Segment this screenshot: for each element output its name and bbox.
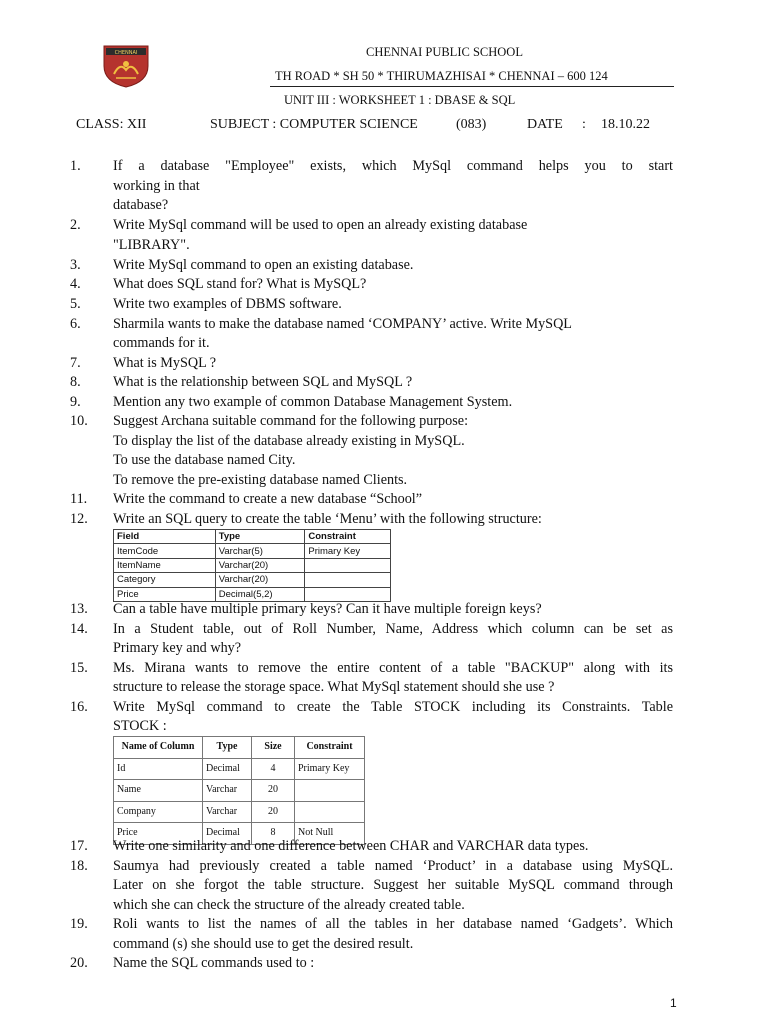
table-header-cell: Field (114, 530, 216, 544)
question-line: commands for it. (113, 335, 210, 351)
question-line: structure to release the storage space. What MySql statement should she use ? (113, 679, 555, 695)
table-header-cell: Name of Column (114, 737, 203, 759)
table-row (114, 780, 365, 802)
table-cell (305, 558, 391, 572)
table-cell: Varchar(20) (215, 558, 305, 572)
table-cell: Price (114, 823, 203, 845)
question-number: 17. (70, 838, 88, 854)
question-line: What does SQL stand for? What is MySQL? (113, 276, 367, 292)
question-number: 8. (70, 374, 81, 390)
question-number: 6. (70, 316, 81, 332)
question-number: 14. (70, 621, 88, 637)
question-number: 16. (70, 699, 88, 715)
question-number: 5. (70, 296, 81, 312)
question-line: Write the command to create a new database “School” (113, 491, 423, 507)
question-line: Mention any two example of common Database Management System. (113, 394, 513, 410)
table-cell: Not Null (295, 823, 365, 845)
table-header-cell: Type (215, 530, 305, 544)
question-number: 9. (70, 394, 81, 410)
table-cell: Varchar(5) (215, 544, 305, 558)
table-row (114, 558, 391, 572)
table-cell: 20 (252, 801, 295, 823)
school-name: CHENNAI PUBLIC SCHOOL (366, 45, 523, 59)
table-cell: 8 (252, 823, 295, 845)
table-cell: 4 (252, 758, 295, 780)
question-line: Write two examples of DBMS software. (113, 296, 342, 312)
page-number: 1 (670, 996, 677, 1010)
question-number: 11. (70, 491, 88, 507)
question-line: In a Student table, out of Roll Number, Name, Address which column can be set as (113, 621, 673, 637)
question-line: Write one similarity and one difference between CHAR and VARCHAR data types. (113, 838, 589, 854)
stock-structure-table (113, 736, 365, 845)
question-number: 19. (70, 916, 88, 932)
table-cell (295, 780, 365, 802)
table-cell (295, 801, 365, 823)
question-line: Write an SQL query to create the table ‘Menu’ with the following structure: (113, 511, 542, 527)
table-cell: Varchar(20) (215, 573, 305, 587)
table-cell (305, 587, 391, 601)
table-row (114, 544, 391, 558)
table-cell: Id (114, 758, 203, 780)
table-cell: 20 (252, 780, 295, 802)
table-cell: Category (114, 573, 216, 587)
question-number: 15. (70, 660, 88, 676)
school-address: TH ROAD * SH 50 * THIRUMAZHISAI * CHENNAI – 600 124 (275, 69, 608, 83)
question-line: Primary key and why? (113, 640, 242, 656)
table-row (114, 573, 391, 587)
table-cell (305, 573, 391, 587)
table-cell: Varchar (203, 801, 252, 823)
table-cell: Company (114, 801, 203, 823)
question-line: Name the SQL commands used to : (113, 955, 315, 971)
question-number: 20. (70, 955, 88, 971)
header-rule (270, 86, 674, 87)
question-line: Write MySql command to open an existing database. (113, 257, 414, 273)
question-line: "LIBRARY". (113, 237, 190, 253)
question-line: What is MySQL ? (113, 355, 217, 371)
question-number: 12. (70, 511, 88, 527)
question-line: Suggest Archana suitable command for the following purpose: (113, 413, 469, 429)
table-cell: Price (114, 587, 216, 601)
table-cell: Primary Key (305, 544, 391, 558)
table-cell: ItemName (114, 558, 216, 572)
table-cell: Decimal (203, 758, 252, 780)
question-line: working in that (113, 178, 200, 194)
question-number: 4. (70, 276, 81, 292)
class-label: CLASS: XII (76, 117, 147, 132)
table-header-cell: Constraint (295, 737, 365, 759)
question-line: If a database "Employee" exists, which MySql command helps you to start (113, 158, 673, 174)
table-header-cell: Type (203, 737, 252, 759)
question-line: command (s) she should use to get the desired result. (113, 936, 414, 952)
date-separator: : (582, 117, 586, 132)
table-cell: Decimal(5,2) (215, 587, 305, 601)
question-line: Later on she forgot the table structure. Suggest her suitable MySQL command through (113, 877, 673, 893)
table-cell: ItemCode (114, 544, 216, 558)
subject-label: SUBJECT : COMPUTER SCIENCE (210, 117, 418, 132)
question-line: Write MySql command to create the Table STOCK including its Constraints. Table (113, 699, 673, 715)
question-line: Saumya had previously created a table named ‘Product’ in a database using MySQL. (113, 858, 673, 874)
question-line: Sharmila wants to make the database named ‘COMPANY’ active. Write MySQL (113, 316, 572, 332)
table-header-row (114, 530, 391, 544)
question-line: To remove the pre-existing database named Clients. (113, 472, 408, 488)
question-line: which she can check the structure of the already created table. (113, 897, 465, 913)
logo-text: CHENNAI (114, 50, 138, 56)
table-row (114, 801, 365, 823)
school-logo (100, 44, 152, 88)
question-number: 10. (70, 413, 88, 429)
worksheet-title: UNIT III : WORKSHEET 1 : DBASE & SQL (284, 93, 516, 107)
table-header-row (114, 737, 365, 759)
table-cell: Name (114, 780, 203, 802)
question-number: 3. (70, 257, 81, 273)
table-header-cell: Constraint (305, 530, 391, 544)
question-line: Ms. Mirana wants to remove the entire content of a table "BACKUP" along with its (113, 660, 673, 676)
question-number: 13. (70, 601, 88, 617)
table-header-cell: Size (252, 737, 295, 759)
subject-code: (083) (456, 117, 487, 132)
question-line: To use the database named City. (113, 452, 296, 468)
table-cell: Primary Key (295, 758, 365, 780)
question-number: 7. (70, 355, 81, 371)
question-line: database? (113, 197, 169, 213)
question-line: To display the list of the database already existing in MySQL. (113, 433, 465, 449)
question-line: STOCK : (113, 718, 167, 734)
date-label: DATE (527, 117, 563, 132)
question-line: Can a table have multiple primary keys? Can it have multiple foreign keys? (113, 601, 542, 617)
table-row (114, 758, 365, 780)
table-cell: Decimal (203, 823, 252, 845)
menu-structure-table (113, 529, 391, 602)
table-row (114, 587, 391, 601)
question-line: Roli wants to list the names of all the tables in her database named ‘Gadgets’. Which (113, 916, 673, 932)
question-number: 1. (70, 158, 81, 174)
question-number: 18. (70, 858, 88, 874)
table-cell: Varchar (203, 780, 252, 802)
question-line: What is the relationship between SQL and MySQL ? (113, 374, 413, 390)
question-number: 2. (70, 217, 81, 233)
date-value: 18.10.22 (601, 117, 650, 132)
question-line: Write MySql command will be used to open an already existing database (113, 217, 528, 233)
